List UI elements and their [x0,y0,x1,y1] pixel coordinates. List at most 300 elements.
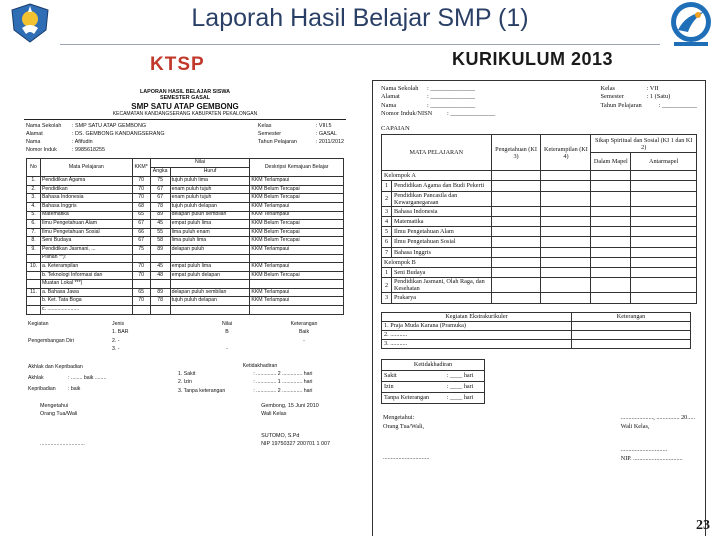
cell-no: 3. [27,194,41,203]
cell-subject: Seni Budaya [40,237,132,246]
cell-no: 3 [382,206,392,216]
cell-no: 6. [27,220,41,229]
cell-angka: 75 [150,177,170,186]
empty-cell [631,191,697,206]
ktsp-akhlak-absence [26,362,344,396]
empty-cell [491,257,541,267]
ekstra-item: 3. ........... [382,339,572,348]
cell-subject: Ilmu Pengetahuan Sosial [391,237,491,247]
id-value: : ______________ [427,85,476,92]
akhlak-key: Akhlak [28,375,44,382]
ktsp-label: KTSP [150,54,205,75]
empty-cell [491,171,541,181]
title-divider [60,44,660,45]
table-row [382,392,485,403]
table-header-row [382,135,697,153]
empty-cell [491,216,541,226]
k13-sign-left-1: Mengetahui: [383,413,415,421]
k13-col-pengetahuan: Pengetahuan (KI 3) [491,135,541,171]
cell-subject: Pendidikan Agama [40,177,132,186]
absence-key: Izin [382,381,445,392]
id-key: Nomor Induk/NISN [381,110,433,118]
table-row [382,216,697,226]
empty-cell [591,216,631,226]
cell-desc: KKM Belum Tercapai [250,237,344,246]
table-row [382,381,485,392]
group-title: Kelompok B [382,257,492,267]
sign-right-1: Gembong, 15 Juni 2010 [261,402,319,409]
ktsp-header-rule [24,119,346,120]
cell-kkm: 70 [132,271,150,280]
k13-id-row [381,93,495,101]
absence-key: Tanpa Keterangan [382,392,445,403]
cell-no: 7 [382,247,392,257]
k13-col-dalam: Dalam Mapel [591,153,631,171]
kurikulum-2013-label: KURIKULUM 2013 [452,49,614,69]
extra-ket [264,346,344,354]
k13-id-row [381,110,495,118]
k13-id-row [600,93,697,101]
cell-desc: KKM Belum Tercapai [250,185,344,194]
id-key: Nama Sekolah [26,123,62,130]
k13-grade-rows [382,171,697,303]
extra-nilai: - [226,346,228,353]
empty-cell [541,227,591,237]
absence-value: : ____ hari [445,370,485,381]
cell-huruf: empat puluh lima [170,263,250,272]
cell-no: 2. [27,185,41,194]
cell-desc [250,306,344,315]
extra-jenis: 3. - [112,346,120,353]
extra-label: Pengembangan Diri [28,337,74,344]
ktsp-header-line1: LAPORAN HASIL BELAJAR SISWA [139,89,231,95]
empty-cell [491,191,541,206]
table-row [382,339,691,348]
group-row [382,257,697,267]
absence-value: : .............. 2 .............. hari [253,370,313,377]
id-key: Semester [600,93,624,101]
cell-no: 7. [27,228,41,237]
cell-desc: KKM Belum Tercapai [250,271,344,280]
cell-subject: b. Teknologi Informasi dan [40,271,132,280]
empty-cell [541,257,591,267]
empty-cell [541,181,591,191]
table-row [27,211,344,220]
table-row [27,220,344,229]
cell-no: 3 [382,293,392,303]
page-number: 23 [696,518,710,533]
table-row [382,370,485,381]
table-row [26,385,176,396]
cell-angka: 58 [150,237,170,246]
cell-subject: Bahasa Indonesia [391,206,491,216]
table-row [26,329,344,337]
cell-subject: Bahasa Indonesia [40,194,132,203]
cell-no [27,297,41,306]
col-no: No [27,159,41,177]
id-key: Kelas [600,85,616,92]
cell-no: 1 [382,181,392,191]
table-row [382,206,697,216]
absence-key: 2. Izin [178,379,192,386]
extra-ket: Baik [298,329,310,336]
table-row [27,194,344,203]
k13-sign-right-1: ....................., ............... 20..... [620,413,695,421]
extra-nilai [190,337,264,345]
table-header-row [27,159,344,168]
cell-angka: 67 [150,185,170,194]
cell-subject: Matematika [40,211,132,220]
absence-value: : .............. 1 .............. hari [253,379,313,386]
cell-subject: Pendidikan Pancasila dan Kewarganegaraan [391,191,491,206]
ktsp-absence-table [176,362,344,396]
slide-title: Laporah Hasil Belajar SMP (1) [191,4,529,32]
cell-subject: Bahasa Inggris [391,247,491,257]
empty-cell [591,293,631,303]
cell-angka: 89 [150,288,170,297]
table-row [382,278,697,293]
cell-desc [250,254,344,263]
absence-value: : ____ hari [445,392,485,403]
table-row [27,228,344,237]
ktsp-grade-table [26,158,344,315]
extra-jenis: 1. BAR [112,329,129,336]
table-row [382,237,697,247]
table-row [382,227,697,237]
empty-cell [591,191,631,206]
cell-kkm: 66 [132,228,150,237]
ktsp-report-header [20,90,350,117]
cell-angka: 67 [150,194,170,203]
cell-angka: 78 [150,297,170,306]
id-value: : 2011/2012 [315,139,344,146]
group-row [382,171,697,181]
cell-kkm [132,280,150,289]
table-row [382,321,691,330]
empty-cell [541,191,591,206]
cell-no: 5 [382,227,392,237]
k13-absence-table [381,359,485,404]
empty-cell [631,216,697,226]
k13-sign-left-2: Orang Tua/Wali, [383,422,425,430]
id-key: Tahun Pelajaran [257,139,297,146]
cell-angka: 55 [150,228,170,237]
cell-huruf: tujuh puluh lima [170,177,250,186]
ekstra-item: 2. ........... [382,330,572,339]
id-key: Alamat [26,131,43,138]
akhlak-key: Kepribadian [28,386,56,393]
cell-huruf: delapan puluh sembilan [170,288,250,297]
id-value: : ______________ [447,110,496,118]
k13-id-row [600,102,697,110]
table-row [27,297,344,306]
id-key: Semester [257,131,281,138]
k13-report-document [372,80,706,536]
kurikulum-2013-logo-icon [664,0,718,48]
empty-cell [591,171,631,181]
ktsp-akhlak-table [26,362,176,396]
cell-subject: Pendidikan [40,185,132,194]
cell-kkm: 70 [132,194,150,203]
cell-no [27,271,41,280]
cell-subject: b. Ket. Tata Boga [40,297,132,306]
empty-cell [491,267,541,277]
table-row [27,280,344,289]
akhlak-title: Akhlak dan Kepribadian [28,363,83,370]
k13-signatures [373,414,705,464]
col-angka: Angka [150,168,170,177]
table-row [26,346,344,354]
cell-kkm: 75 [132,245,150,254]
empty-cell [591,257,631,267]
cell-huruf: delapan puluh sembilan [170,211,250,220]
cell-subject: Muatan Lokal ***) [40,280,132,289]
k13-id-row [381,85,495,93]
cell-huruf: enam puluh tujuh [170,194,250,203]
k13-col-keterampilan: Keterampilan (KI 4) [541,135,591,171]
empty-cell [591,237,631,247]
cell-huruf [170,306,250,315]
cell-no: 2 [382,191,392,206]
cell-kkm: 70 [132,177,150,186]
id-key: Nama [26,139,41,146]
extra-jenis: 2. - [112,337,120,344]
sign-right-3: SUTOMO, S.Pd [261,432,300,439]
cell-subject: Ilmu Pengetahuan Alam [391,227,491,237]
table-header-row [26,321,344,329]
cell-angka [150,254,170,263]
extra-col-ket: Keterangan [290,321,318,327]
table-row [382,293,697,303]
extra-col-jenis: Jenis [112,321,125,327]
cell-subject: a. Keterampilan [40,263,132,272]
k13-id-row [600,85,697,93]
k13-sign-right-2: Wali Kelas, [620,422,650,430]
empty-cell [541,171,591,181]
extra-col-kegiatan: Kegiatan [28,321,49,327]
cell-kkm: 65 [132,211,150,220]
id-value: : Afifudin [72,139,93,146]
cell-kkm: 70 [132,297,150,306]
cell-huruf [170,254,250,263]
cell-huruf: empat puluh lima [170,220,250,229]
extra-ket: - [303,337,305,344]
k13-sign-right-3: .............................. [620,445,668,453]
cell-no [27,280,41,289]
id-key: Alamat [381,93,400,101]
cell-huruf: lima puluh enam [170,228,250,237]
ktsp-id-row [258,140,344,148]
empty-cell [541,216,591,226]
k13-id-row [381,102,495,110]
id-value: : DS. GEMBONG KANDANGSERANG [72,131,165,138]
id-value: : VIII.5 [315,123,332,130]
table-row [382,247,697,257]
cell-no: 8. [27,237,41,246]
cell-desc: KKM Terlampaui [250,211,344,220]
cell-desc: KKM Terlampaui [250,263,344,272]
id-value: : 1 (Satu) [646,93,671,101]
empty-cell [491,237,541,247]
ktsp-extra-table [26,321,344,355]
k13-absence-title: Ketidakhadiran [382,359,485,370]
cell-no: 9. [27,245,41,254]
empty-cell [591,206,631,216]
id-key: Nama Sekolah [381,85,419,92]
k13-capaian-title: CAPAIAN [381,124,410,132]
cell-no: 11. [27,288,41,297]
table-row [27,202,344,211]
empty-cell [541,267,591,277]
cell-subject: Ilmu Pengetahuan Sosial [40,228,132,237]
empty-cell [491,247,541,257]
ekstra-col-kegiatan: Kegiatan Ekstrakurikuler [382,312,572,321]
cell-angka: 89 [150,245,170,254]
table-row [27,263,344,272]
table-row [26,373,176,384]
cell-subject: Pendidikan Jasmani, ... [40,245,132,254]
cell-huruf: tujuh puluh delapan [170,297,250,306]
col-desc: Deskripsi Kemajuan Belajar [250,159,344,177]
sign-left-1: Mengetahui [40,402,69,409]
akhlak-value: : ........ baik ........ [68,375,107,382]
k13-extracurricular-table [381,312,691,349]
cell-kkm: 67 [132,220,150,229]
ktsp-id-row [26,148,165,156]
id-value: : ______________ [427,93,476,101]
cell-huruf: tujuh puluh delapan [170,202,250,211]
id-value: : 9985618255 [72,147,105,154]
cell-kkm: 68 [132,202,150,211]
k13-student-identity [373,81,705,119]
table-row [27,288,344,297]
extra-col-nilai: Nilai [221,321,233,327]
empty-cell [541,247,591,257]
table-row [27,237,344,246]
empty-cell [491,293,541,303]
id-value: : GASAL [315,131,337,138]
cell-subject: Matematika [391,216,491,226]
cell-subject: Pilihan **): [40,254,132,263]
absence-key: Sakit [382,370,445,381]
id-value: : SMP SATU ATAP GEMBONG [72,123,147,130]
id-key: Tahun Pelajaran [600,101,642,109]
empty-cell [541,237,591,247]
cell-desc: KKM Terlampaui [250,245,344,254]
ktsp-signatures [20,404,350,450]
col-subject: Mata Pelajaran [40,159,132,177]
empty-cell [631,206,697,216]
cell-no: 5. [27,211,41,220]
empty-cell [491,278,541,293]
k13-col-subject: MATA PELAJARAN [382,135,492,171]
k13-col-antar: Antarmapel [631,153,697,171]
empty-cell [591,181,631,191]
k13-sign-left-3: .............................. [383,453,430,461]
cell-desc: KKM Terlampaui [250,177,344,186]
absence-value: : ____ hari [445,381,485,392]
ktsp-grade-rows [27,177,344,315]
cell-angka: 89 [150,211,170,220]
empty-cell [631,227,697,237]
cell-angka [150,280,170,289]
cell-kkm [132,306,150,315]
empty-cell [591,278,631,293]
ktsp-id-row [26,132,165,140]
col-huruf: Huruf [170,168,250,177]
empty-cell [491,227,541,237]
cell-no: 4. [27,202,41,211]
cell-no [27,254,41,263]
ktsp-header-line2: SEMESTER GASAL [159,94,211,101]
id-value: : ___________ [658,101,697,109]
id-value: : ______________ [427,101,476,109]
cell-kkm: 67 [132,237,150,246]
cell-subject: Prakarya [391,293,491,303]
ekstra-item: 1. Praja Muda Karana (Pramuka) [382,321,572,330]
empty-cell [491,181,541,191]
extra-nilai: B [225,329,229,336]
table-row [382,181,697,191]
empty-cell [541,278,591,293]
empty-cell [591,227,631,237]
cell-huruf: enam puluh tujuh [170,185,250,194]
table-row [176,379,344,387]
cell-kkm: 70 [132,185,150,194]
cell-huruf [170,280,250,289]
cell-subject: Ilmu Pengetahuan Alam [40,220,132,229]
table-row [382,191,697,206]
tut-wuri-handayani-emblem-icon [4,2,56,44]
empty-cell [631,181,697,191]
cell-no [27,306,41,315]
table-row [27,185,344,194]
id-key: Nama [381,101,397,109]
k13-grade-table [381,134,697,303]
cell-desc: KKM Terlampaui [250,288,344,297]
group-title: Kelompok A [382,171,492,181]
empty-cell [591,267,631,277]
cell-huruf: empat puluh delapan [170,271,250,280]
id-key: Kelas [257,123,272,130]
k13-col-sikap: Sikap Spiritual dan Sosial (KI 1 dan KI 2) [591,135,697,153]
sign-left-2: Orang Tua/Wali [40,410,78,417]
empty-cell [541,293,591,303]
cell-no: 4 [382,216,392,226]
empty-cell [631,237,697,247]
cell-angka [150,306,170,315]
empty-cell [631,171,697,181]
ktsp-school-address: KECAMATAN KANDANGSERANG KABUPATEN PEKALONGAN [112,110,258,117]
table-row [27,306,344,315]
cell-desc: KKM Belum Tercapai [250,220,344,229]
empty-cell [631,247,697,257]
cell-desc: KKM Terlampaui [250,297,344,306]
absence-key: 3. Tanpa keterangan [178,387,226,394]
cell-subject: Seni Budaya [391,267,491,277]
table-row [27,254,344,263]
ekstra-col-keterangan: Keterangan [572,312,691,321]
empty-cell [631,267,697,277]
akhlak-value: : baik [68,386,81,393]
table-row [27,177,344,186]
table-row [27,271,344,280]
empty-cell [591,247,631,257]
cell-no: 2 [382,278,392,293]
cell-huruf: lima puluh lima [170,237,250,246]
ktsp-extracurricular [26,321,344,355]
cell-huruf: delapan puluh [170,245,250,254]
